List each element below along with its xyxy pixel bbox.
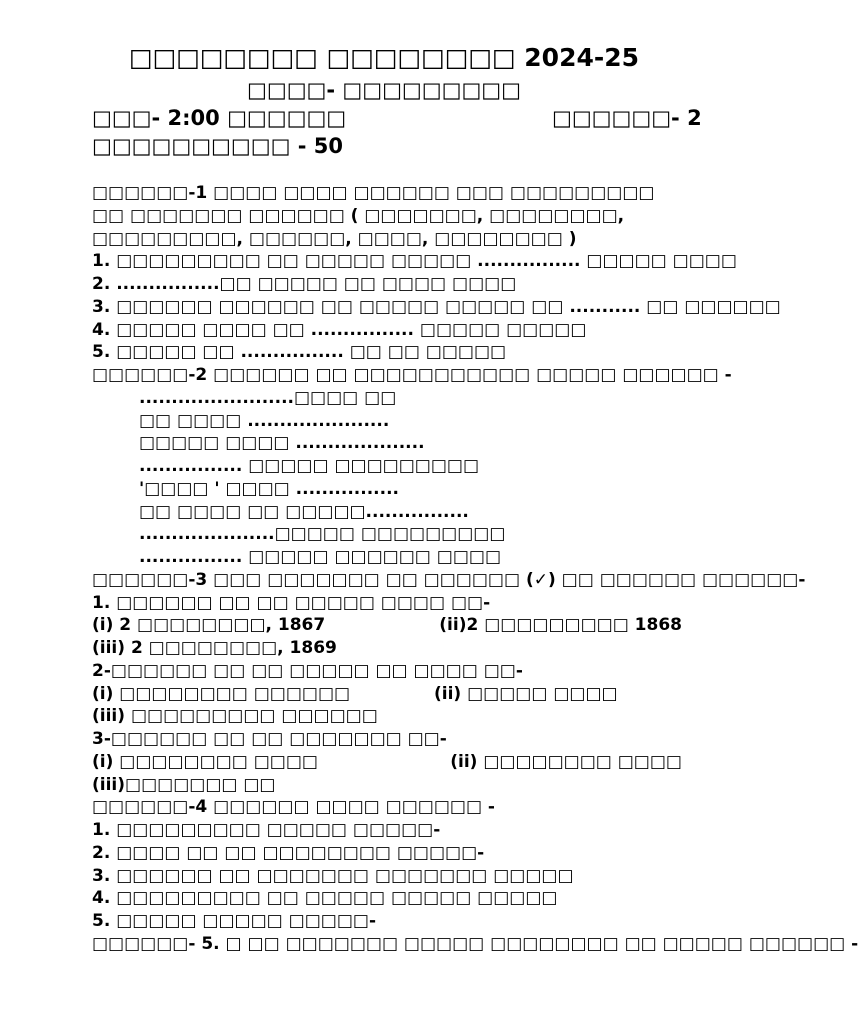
q2-poem-line: .....................□□□□□ □□□□□□□□□: [139, 524, 506, 545]
q1-item: 5. □□□□□ □□ ................ □□ □□ □□□□□: [92, 342, 507, 363]
option-iii: (iii) □□□□□□□□□ □□□□□□: [92, 706, 378, 727]
q3-sub1-options-row: [92, 614, 682, 637]
q2-poem-line: □□□□□ □□□□ ....................: [139, 433, 425, 454]
exam-title: □□□□□□□□ □□□□□□□□ 2024-25: [128, 43, 640, 72]
option-ii: (ii) □□□□□ □□□□: [434, 683, 618, 704]
q3-sub3-options-row: [92, 751, 682, 774]
q4-prompt: □□□□□□-4 □□□□□□ □□□□ □□□□□□ -: [92, 797, 495, 818]
q4-item: 2. □□□□ □□ □□ □□□□□□□□ □□□□□-: [92, 842, 485, 863]
option-i: (i) 2 □□□□□□□□, 1867: [92, 615, 326, 636]
option-ii: (ii)2 □□□□□□□□□ 1868: [439, 615, 682, 636]
q1-item: 1. □□□□□□□□□ □□ □□□□□ □□□□□ ................ □□□□□ □□□□: [92, 251, 737, 272]
subject-line: □□□□- □□□□□□□□□: [247, 78, 521, 102]
q4-item: 3. □□□□□□ □□ □□□□□□□ □□□□□□□ □□□□□: [92, 865, 574, 886]
q2-poem-line: '□□□□ ' □□□□ ................: [139, 478, 399, 499]
q1-item: 3. □□□□□□ □□□□□□ □□ □□□□□ □□□□□ □□ ........... □□ □□□□□□: [92, 296, 781, 317]
q3-sub1-question: 1. □□□□□□ □□ □□ □□□□□ □□□□ □□-: [92, 592, 491, 613]
q1-prompt: □□□□□□-1 □□□□ □□□□ □□□□□□ □□□ □□□□□□□□□ □□ □□□□□□□ □□□□□□ ( □□□□□□□, □□□□□□□□, □□□□□□□□□, □□□□□□, □□□□, □□□□□□□□ ): [92, 183, 655, 249]
q3-sub2-options-row: [92, 683, 682, 706]
time-label: □□□- 2:00 □□□□□□: [92, 106, 347, 130]
q2-poem-line: □□ □□□□ ......................: [139, 410, 390, 431]
option-i: (i) □□□□□□□□ □□□□: [92, 751, 318, 772]
q1-item: 4. □□□□□ □□□□ □□ ................ □□□□□ □□□□□: [92, 319, 587, 340]
option-i: (i) □□□□□□□□ □□□□□□: [92, 683, 351, 704]
option-iii: (iii) 2 □□□□□□□□, 1869: [92, 638, 337, 658]
option-iii: (iii)□□□□□□□ □□: [92, 774, 276, 795]
q4-item: 1. □□□□□□□□□ □□□□□ □□□□□-: [92, 820, 441, 840]
q2-poem-line: □□ □□□□ □□ □□□□□................: [139, 501, 469, 522]
q1-item: 2. ................□□ □□□□□ □□ □□□□ □□□□: [92, 274, 517, 294]
q2-poem-line: ........................□□□□ □□: [139, 387, 397, 408]
q3-prompt: □□□□□□-3 □□□ □□□□□□□ □□ □□□□□□ (✓) □□ □□□□□□ □□□□□□-: [92, 569, 806, 590]
q2-poem-line: ................ □□□□□ □□□□□□□□□: [139, 456, 480, 476]
q3-sub2-question: 2-□□□□□□ □□ □□ □□□□□ □□ □□□□ □□-: [92, 660, 523, 681]
q5-prompt: □□□□□□- 5. □ □□ □□□□□□□ □□□□□ □□□□□□□□ □□ □□□□□ □□□□□□ -: [92, 933, 858, 954]
max-marks-label: □□□□□□□□□□ - 50: [92, 134, 343, 158]
class-label: □□□□□□- 2: [552, 106, 702, 130]
q2-prompt: □□□□□□-2 □□□□□□ □□ □□□□□□□□□□□ □□□□□ □□□□□□ -: [92, 365, 732, 385]
q4-item: 5. □□□□□ □□□□□ □□□□□-: [92, 911, 377, 931]
q2-poem-line: ................ □□□□□ □□□□□□ □□□□: [139, 547, 502, 567]
question-body: [92, 182, 858, 956]
option-ii: (ii) □□□□□□□□ □□□□: [450, 751, 682, 772]
q4-item: 4. □□□□□□□□□ □□ □□□□□ □□□□□ □□□□□: [92, 888, 558, 909]
q3-sub3-question: 3-□□□□□□ □□ □□ □□□□□□□ □□-: [92, 729, 447, 749]
